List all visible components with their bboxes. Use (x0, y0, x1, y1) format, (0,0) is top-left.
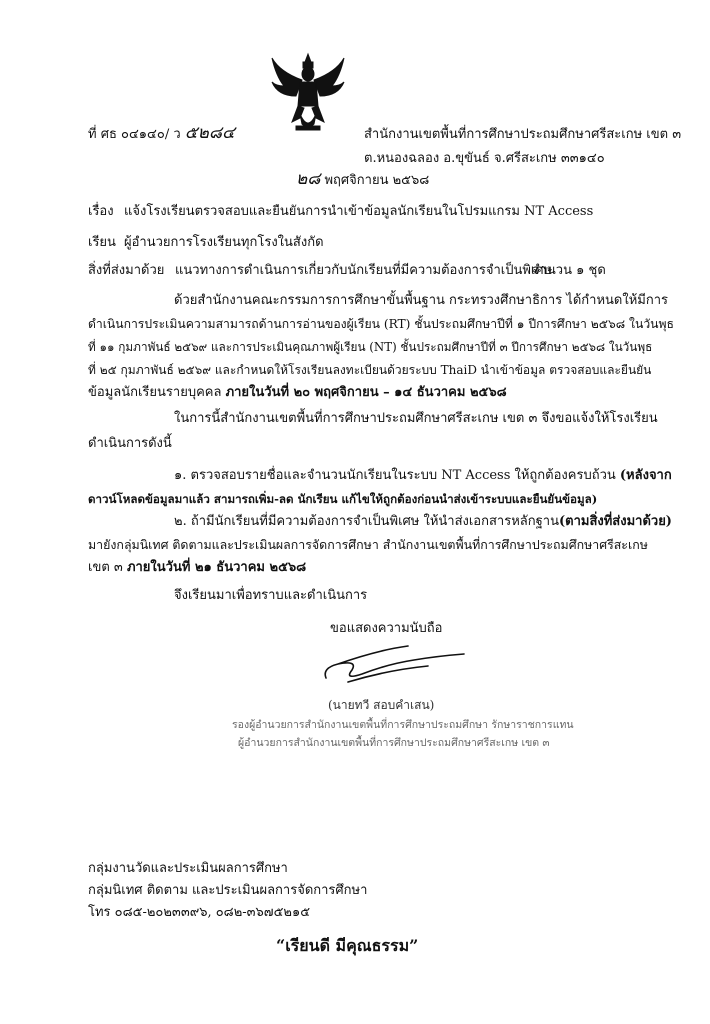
subject-text: แจ้งโรงเรียนตรวจสอบและยืนยันการนำเข้าข้อมูลนักเรียนในโปรมแกรม NT Access (124, 204, 594, 219)
document-number-prefix: ที่ ศธ ๐๔๑๔๐/ ว (88, 127, 181, 142)
handwritten-signature (318, 640, 468, 690)
signatory-title-2: ผู้อำนวยการสำนักงานเขตพื้นที่การศึกษาประถมศึกษาศรีสะเกษ เขต ๓ (238, 737, 550, 749)
document-date (296, 170, 429, 190)
item-1-line-1 (174, 467, 672, 485)
paragraph-1-line-4: ที่ ๒๕ กุมภาพันธ์ ๒๕๖๙ และกำหนดให้โรงเรียนลงทะเบียนด้วยระบบ ThaiD นำเข้าข้อมูล ตรวจสอบและยืนยัน (88, 363, 652, 377)
paragraph-1-line-2: ดำเนินการประเมินความสามารถด้านการอ่านของผู้เรียน (RT) ชั้นประถมศึกษาปีที่ ๑ ปีการศึกษา ๒๕๖๘ ในวันพุธ (88, 317, 674, 331)
paragraph-1-line-1: ด้วยสำนักงานคณะกรรมการการศึกษาขั้นพื้นฐาน กระทรวงศึกษาธิการ ได้กำหนดให้มีการ (174, 293, 668, 308)
paragraph-2-line-1: ในการนี้สำนักงานเขตพื้นที่การศึกษาประถมศึกษาศรีสะเกษ เขต ๓ จึงขอแจ้งให้โรงเรียน (174, 411, 658, 426)
enclosure-text: แนวทางการดำเนินการเกี่ยวกับนักเรียนที่มีความต้องการจำเป็นพิเศษ (175, 263, 553, 278)
date-month-year: พฤศจิกายน ๒๕๖๘ (324, 173, 430, 188)
item-2-line-3-text: เขต ๓ (88, 560, 127, 575)
signatory-name: (นายทวี สอบคำเสน) (328, 698, 435, 712)
item-1-text: ๑. ตรวจสอบรายชื่อและจำนวนนักเรียนในระบบ NT Access ให้ถูกต้องครบถ้วน (174, 468, 620, 483)
document-number (88, 124, 235, 144)
date-day-handwritten: ๒๘ (296, 169, 321, 189)
enclosure-quantity: จำนวน ๑ ชุด (532, 263, 606, 278)
paragraph-1-line-5-text: ข้อมูลนักเรียนรายบุคคล (88, 385, 226, 400)
item-2-line-3 (88, 559, 306, 577)
item-2-text: ๒. ถ้ามีนักเรียนที่มีความต้องการจำเป็นพิเศษ ให้นำส่งเอกสารหลักฐาน (174, 514, 559, 529)
item-2-line-1 (174, 513, 672, 531)
item-1-line-2: ดาวน์โหลดข้อมูลมาแล้ว สามารถเพิ่ม-ลด นักเรียน แก้ไขให้ถูกต้องก่อนนำส่งเข้าระบบและยืนยันข้อมูล) (88, 492, 598, 506)
recipient-label: เรียน (88, 235, 116, 250)
deadline-1: ภายในวันที่ ๒๐ พฤศจิกายน – ๑๔ ธันวาคม ๒๕๖๘ (225, 385, 507, 400)
enclosure-label: สิ่งที่ส่งมาด้วย (88, 263, 165, 278)
item-2-note: (ตามสิ่งที่ส่งมาด้วย) (558, 514, 672, 529)
paragraph-2-line-2: ดำเนินการดังนี้ (88, 436, 172, 451)
signatory-title-1: รองผู้อำนวยการสำนักงานเขตพื้นที่การศึกษาประถมศึกษา รักษาราชการแทน (232, 719, 574, 731)
closing-request: จึงเรียนมาเพื่อทราบและดำเนินการ (174, 588, 368, 603)
footer-phone: โทร ๐๘๕-๒๐๒๓๓๙๖, ๐๘๒-๓๖๗๕๒๑๕ (88, 905, 311, 920)
recipient-text: ผู้อำนวยการโรงเรียนทุกโรงในสังกัด (124, 235, 324, 250)
regards: ขอแสดงความนับถือ (330, 621, 443, 636)
subject-label: เรื่อง (88, 204, 114, 219)
paragraph-1-line-3: ที่ ๑๑ กุมภาพันธ์ ๒๕๖๙ และการประเมินคุณภาพผู้เรียน (NT) ชั้นประถมศึกษาปีที่ ๓ ปีการศึกษา ๒๕๖๘ ในวันพุธ (88, 340, 653, 354)
document-number-handwritten: ๕๒๘๔ (184, 123, 235, 143)
paragraph-1-line-5 (88, 384, 507, 402)
footer-unit-2: กลุ่มนิเทศ ติดตาม และประเมินผลการจัดการศึกษา (88, 883, 368, 898)
item-1-note-start: (หลังจาก (619, 468, 672, 483)
garuda-emblem-icon (270, 52, 346, 132)
item-2-line-2: มายังกลุ่มนิเทศ ติดตามและประเมินผลการจัดการศึกษา สำนักงานเขตพื้นที่การศึกษาประถมศึกษาศรีสะเกษ (88, 537, 648, 552)
deadline-2: ภายในวันที่ ๒๑ ธันวาคม ๒๕๖๘ (126, 560, 307, 575)
office-address-line1: สำนักงานเขตพื้นที่การศึกษาประถมศึกษาศรีสะเกษ เขต ๓ (364, 127, 682, 142)
office-address-line2: ต.หนองฉลอง อ.ขุขันธ์ จ.ศรีสะเกษ ๓๓๑๔๐ (364, 151, 605, 166)
motto: “เรียนดี มีคุณธรรม” (276, 936, 419, 955)
footer-unit-1: กลุ่มงานวัดและประเมินผลการศึกษา (88, 861, 288, 876)
